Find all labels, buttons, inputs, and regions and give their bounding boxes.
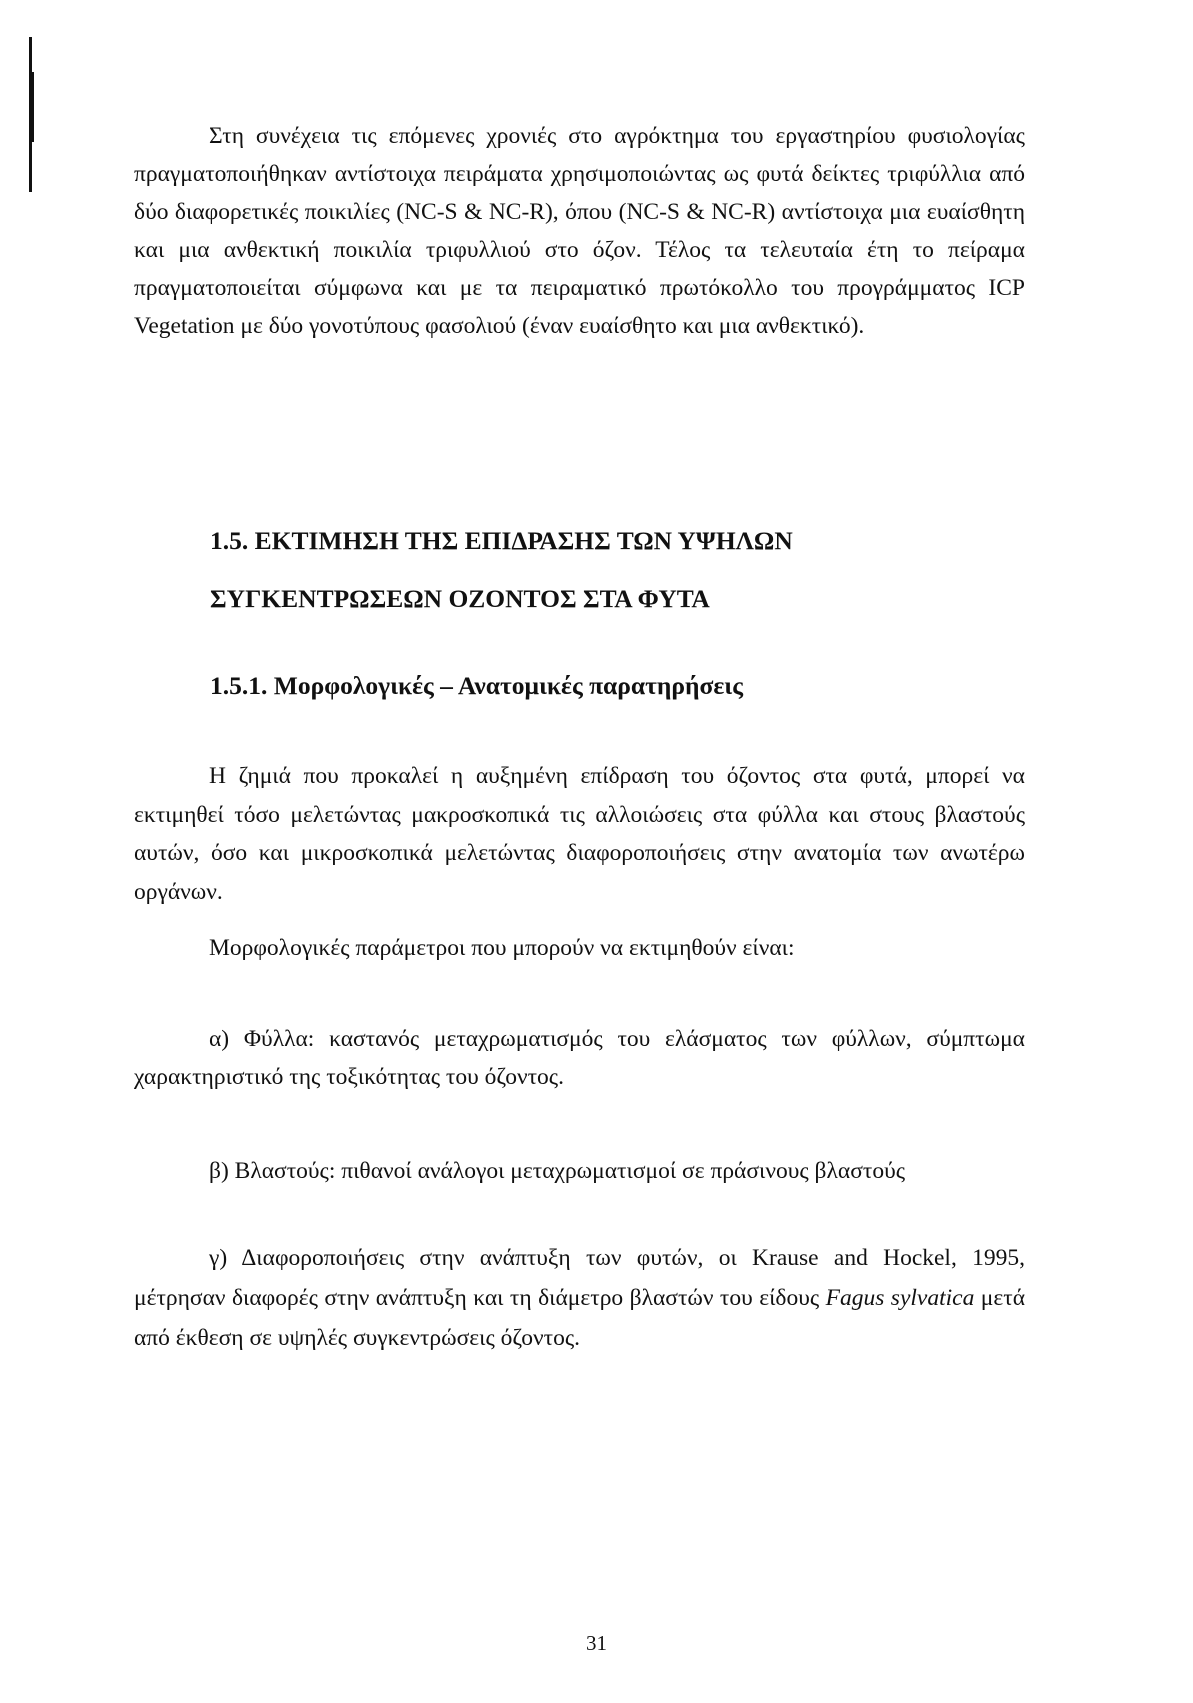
section-heading: 1.5. ΕΚΤΙΜΗΣΗ ΤΗΣ ΕΠΙΔΡΑΣΗΣ ΤΩΝ ΥΨΗΛΩΝ ΣΥΓΚΕΝΤΡΩΣΕΩΝ ΟΖΟΝΤΟΣ ΣΤΑ ΦΥΤΑ — [210, 526, 793, 613]
parameters-paragraph: Μορφολογικές παράμετροι που μπορούν να εκτιμηθούν είναι: — [209, 935, 795, 961]
intro-paragraph: Στη συνέχεια τις επόμενες χρονιές στο αγρόκτημα του εργαστηρίου φυσιολογίας πραγματοποιήθηκαν αντίστοιχα πειράματα χρησιμοποιώντας ως φυτά δείκτες τριφύλλια από δύο διαφορετικές ποικιλίες (NC-S & NC-R), όπου (NC-S & NC-R) αντίστοιχα μια ευαίσθητη και μια ανθεκτική ποικιλία τριφυλλιού στο όζον. Τέλος τα τελευταία έτη το πείραμα πραγματοποιείται σύμφωνα και με τα πειραματικό πρωτόκολλο του προγράμματος ICP Vegetation με δύο γονοτύπους φασολιού (έναν ευαίσθητο και μια ανθεκτικό). — [134, 123, 1025, 339]
list-item-growth — [134, 1238, 1025, 1358]
scan-margin-line-secondary — [32, 72, 34, 142]
list-item-shoots: β) Βλαστούς: πιθανοί ανάλογοι μεταχρωματισμοί σε πράσινους βλαστούς — [209, 1158, 906, 1184]
list-item-leaves: α) Φύλλα: καστανός μεταχρωματισμός του ελάσματος των φύλλων, σύμπτωμα χαρακτηριστικό της τοξικότητας του όζοντος. — [134, 1026, 1025, 1090]
subsection-heading: 1.5.1. Μορφολογικές – Ανατομικές παρατηρήσεις — [210, 671, 743, 700]
species-name: Fagus sylvatica — [825, 1285, 975, 1311]
list-item-growth-text: γ) Διαφοροποιήσεις στην ανάπτυξη των φυτών, οι Krause and Hockel, 1995, μέτρησαν διαφορές στην ανάπτυξη και τη διάμετρο βλαστών του είδους — [134, 1245, 1025, 1311]
page-number: 31 — [586, 1631, 607, 1655]
list-item-growth-text-end: μετά από έκθεση σε υψηλές συγκεντρώσεις όζοντος. — [134, 1285, 1026, 1351]
damage-paragraph: Η ζημιά που προκαλεί η αυξημένη επίδραση του όζοντος στα φυτά, μπορεί να εκτιμηθεί τόσο μελετώντας μακροσκοπικά τις αλλοιώσεις στα φύλλα και στους βλαστούς αυτών, όσο και μικροσκοπικά μελετώντας διαφοροποιήσεις στην ανατομία των ανωτέρω οργάνων. — [134, 763, 1025, 905]
